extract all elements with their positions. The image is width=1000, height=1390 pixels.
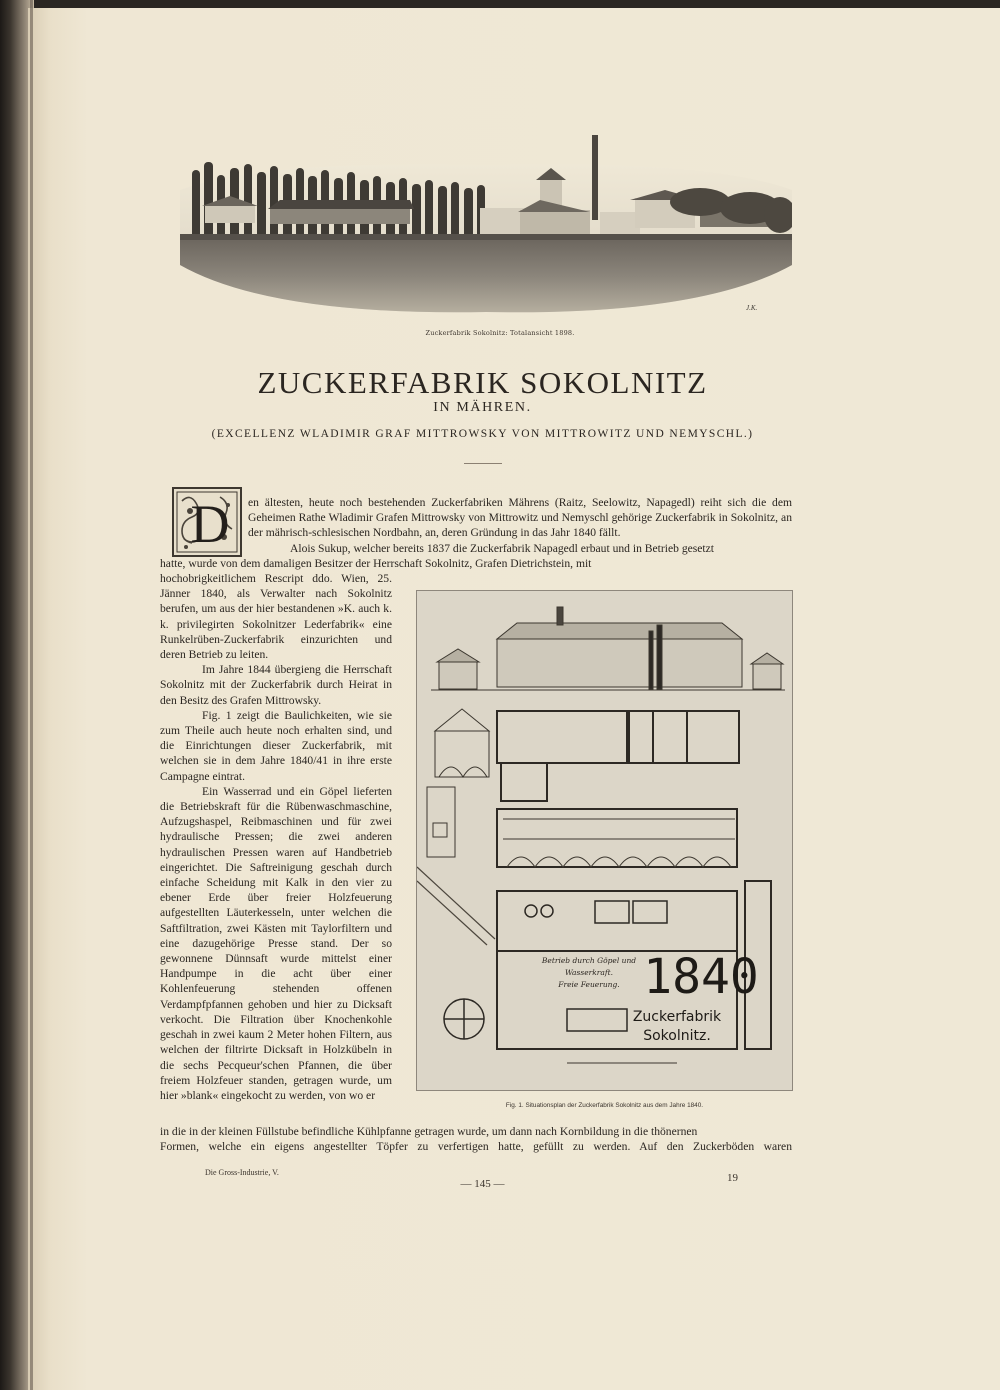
drop-cap-letter: D bbox=[190, 494, 230, 554]
main-text-column bbox=[160, 571, 392, 1103]
plan-note-line-1: Betrieb durch Göpel und bbox=[541, 956, 637, 965]
photo-signature: J.K. bbox=[746, 304, 758, 312]
paragraph-5: Ein Wasserrad und ein Göpel lieferten die Betriebskraft für die Rübenwaschmaschine, Aufzugshaspel, Reibmaschinen und für zwei hydraulische Pressen; die zwei anderen hydraulischen Pressen waren auf Handbetrieb eingerichtet. Die Saftreinigung geschah durch einfache Scheidung mit Kalk in den vier zu ebener Erde über freier Holzfeuerung aufgestellten Läuterkesseln, unter welchen die Saftfiltration, zwei Kästen mit Taylorfiltern und eine dazugehörige Presse stand. Der so gewonnene Dünnsaft wurde mittelst einer Handpumpe in die acht über einer Kohlenfeuerung stehenden offenen Verdampfpfannen gehoben und hier zu Dicksaft verkocht. Die Filtration über Knochenkohle geschah in zwei kaum 2 Meter hohen Filtern, aus welchen der filtrirte Dicksaft in Holzkübeln in die sechs Pecqueur'schen Pfannen, die über freiem Holzfeuer standen, getragen wurde, um hier »blank« eingekocht zu werden, von wo er bbox=[160, 784, 392, 1102]
intro-text: en ältesten, heute noch bestehenden Zuckerfabriken Mährens (Raitz, Seelowitz, Napagedl) reiht sich die dem Geheimen Rathe Wladimir Grafen Mittrowsky von Mittrowitz und Nemyschl gehörige Zuckerfabrik in Sokolnitz, an der mährisch-schlesischen Nordbahn, an, deren Gründung in das Jahr 1840 fällt. bbox=[248, 496, 792, 540]
plan-note-line-3: Freie Feuerung. bbox=[558, 980, 620, 989]
owner-line: (EXCELLENZ WLADIMIR GRAF MITTROWSKY VON MITTROWITZ UND NEMYSCHL.) bbox=[211, 428, 754, 440]
photo-caption: Zuckerfabrik Sokolnitz: Totalansicht 1898. bbox=[425, 329, 575, 337]
page-title: ZUCKERFABRIK SOKOLNITZ bbox=[257, 365, 708, 400]
plan-note-line-2: Wasserkraft. bbox=[564, 968, 614, 977]
paragraph-4: Fig. 1 zeigt die Baulichkeiten, wie sie zum Theile auch heute noch erhalten sind, und die Einrichtungen dieser Zuckerfabrik, mit welchen sie in dem Jahre 1840/41 in ihre erste Campagne eintrat. bbox=[160, 708, 392, 783]
footer-series-title: Die Gross-Industrie, V. bbox=[205, 1168, 279, 1177]
site-plan-figure bbox=[417, 591, 792, 1090]
page-number: — 145 — bbox=[460, 1178, 505, 1190]
plan-year: 1840 bbox=[643, 949, 759, 1005]
figure-caption: Fig. 1. Situationsplan der Zuckerfabrik Sokolnitz aus dem Jahre 1840. bbox=[505, 1102, 704, 1109]
paragraph-2-start: Alois Sukup, welcher bereits 1837 die Zuckerfabrik Napagedl erbaut und in Betrieb gesetzt bbox=[290, 541, 715, 555]
plan-name-line-2: Sokolnitz. bbox=[643, 1028, 711, 1044]
page-subtitle: IN MÄHREN. bbox=[433, 400, 532, 415]
title-divider bbox=[464, 463, 502, 464]
intro-paragraph bbox=[248, 495, 792, 556]
factory-panorama-photo bbox=[180, 130, 792, 316]
paragraph-2-column: hochobrigkeitlichem Rescript ddo. Wien, 25. Jänner 1840, als Verwalter nach Sokolnitz berufen, um aus der hier bestandenen »K. auch k. k. privilegirten Sokolnitzer Lederfabrik« eine Runkelrüben-Zuckerfabrik einzurichten und deren Betrieb zu leiten. bbox=[160, 572, 392, 662]
paragraph-2-continuation: hatte, wurde von dem damaligen Besitzer der Herrschaft Sokolnitz, Grafen Dietrichstein, mit bbox=[160, 557, 592, 570]
plan-name-line-1: Zuckerfabrik bbox=[632, 1009, 722, 1025]
paragraph-5-line-2: Formen, welche ein eigens angestellter Töpfer zu verfertigen hatte, gefüllt zu werden. Auf den Zuckerböden waren bbox=[160, 1140, 792, 1153]
paragraph-5-line-1: in die in der kleinen Füllstube befindliche Kühlpfanne getragen wurde, um dann nach Kornbildung in die thönernen bbox=[160, 1125, 698, 1138]
signature-mark: 19 bbox=[727, 1172, 738, 1184]
paragraph-3: Im Jahre 1844 übergieng die Herrschaft Sokolnitz mit der Zuckerfabrik durch Heirat in den Besitz des Grafen Mittrowsky. bbox=[160, 663, 392, 707]
drop-cap-initial bbox=[172, 487, 242, 557]
